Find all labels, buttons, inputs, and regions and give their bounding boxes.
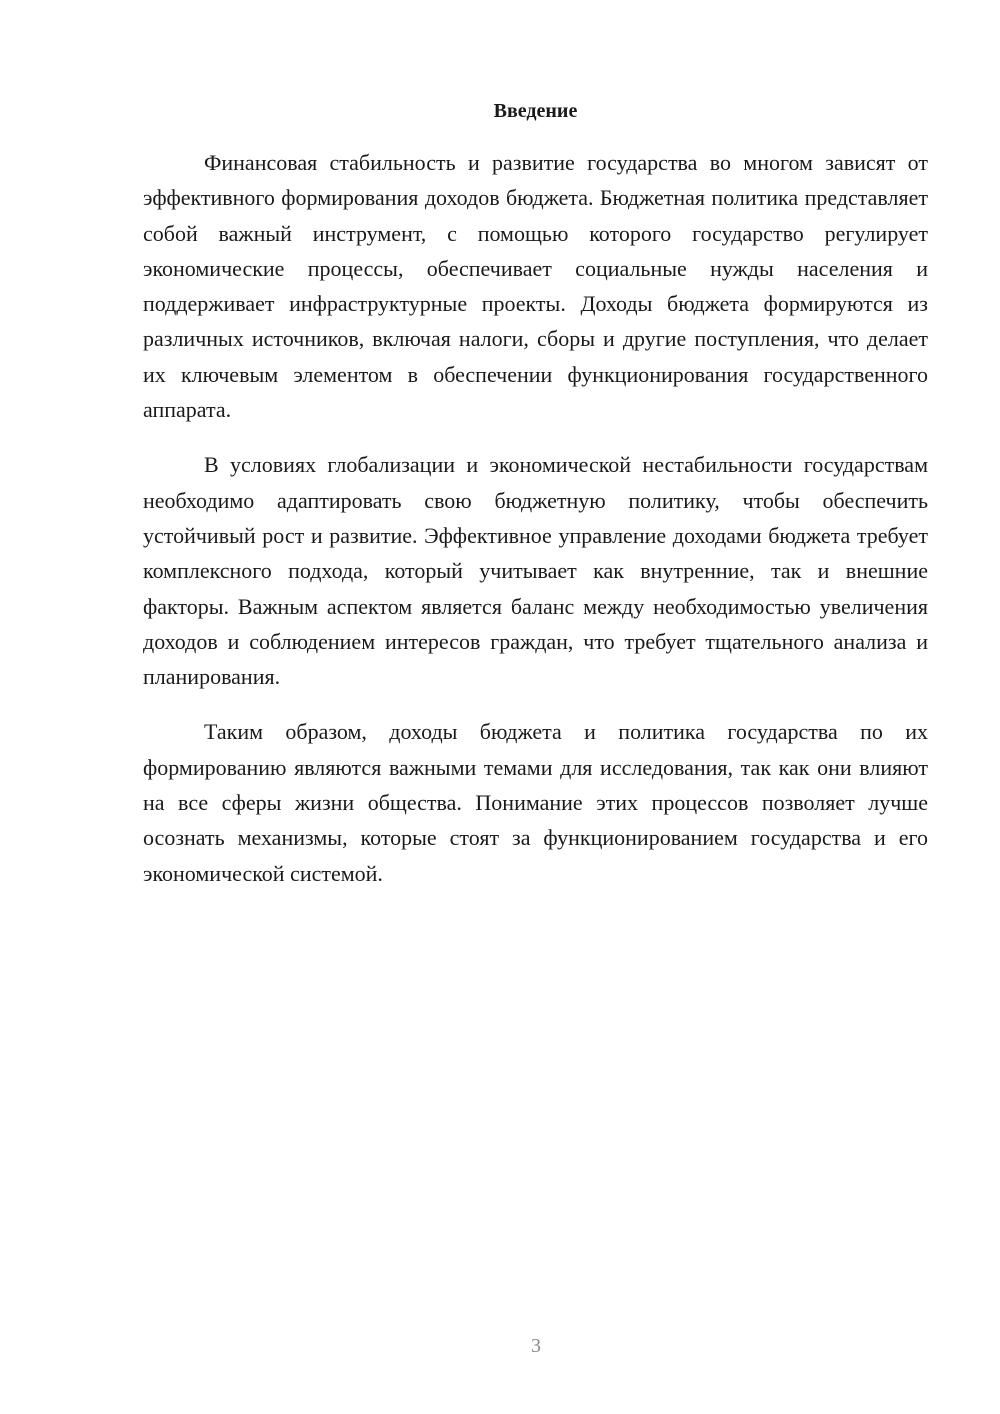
paragraph-2: В условиях глобализации и экономической нестабильности государствам необходимо адаптировать свою бюджетную политику, чтобы обеспечить устойчивый рост и развитие. Эффективное управление доходами бюджета требует комплексного подхода, который учитывает как внутренние, так и внешние факторы. Важным аспектом является баланс между необходимостью увеличения доходов и соблюдением интересов граждан, что требует тщательного анализа и планирования. [143,452,928,690]
page-number: 3 [531,1335,541,1357]
section-title: Введение [493,100,578,122]
paragraph-3: Таким образом, доходы бюджета и политика государства по их формированию являются важными темами для исследования, так как они влияют на все сферы жизни общества. Понимание этих процессов позволяет лучше осознать механизмы, которые стоят за функционированием государства и его экономической системой. [143,719,928,886]
page-content [143,96,928,911]
paragraph-1: Финансовая стабильность и развитие государства во многом зависят от эффективного формирования доходов бюджета. Бюджетная политика представляет собой важный инструмент, с помощью которого государство регулирует экономические процессы, обеспечивает социальные нужды населения и поддерживает инфраструктурные проекты. Доходы бюджета формируются из различных источников, включая налоги, сборы и другие поступления, что делает их ключевым элементом в обеспечении функционирования государственного аппарата. [143,150,928,423]
